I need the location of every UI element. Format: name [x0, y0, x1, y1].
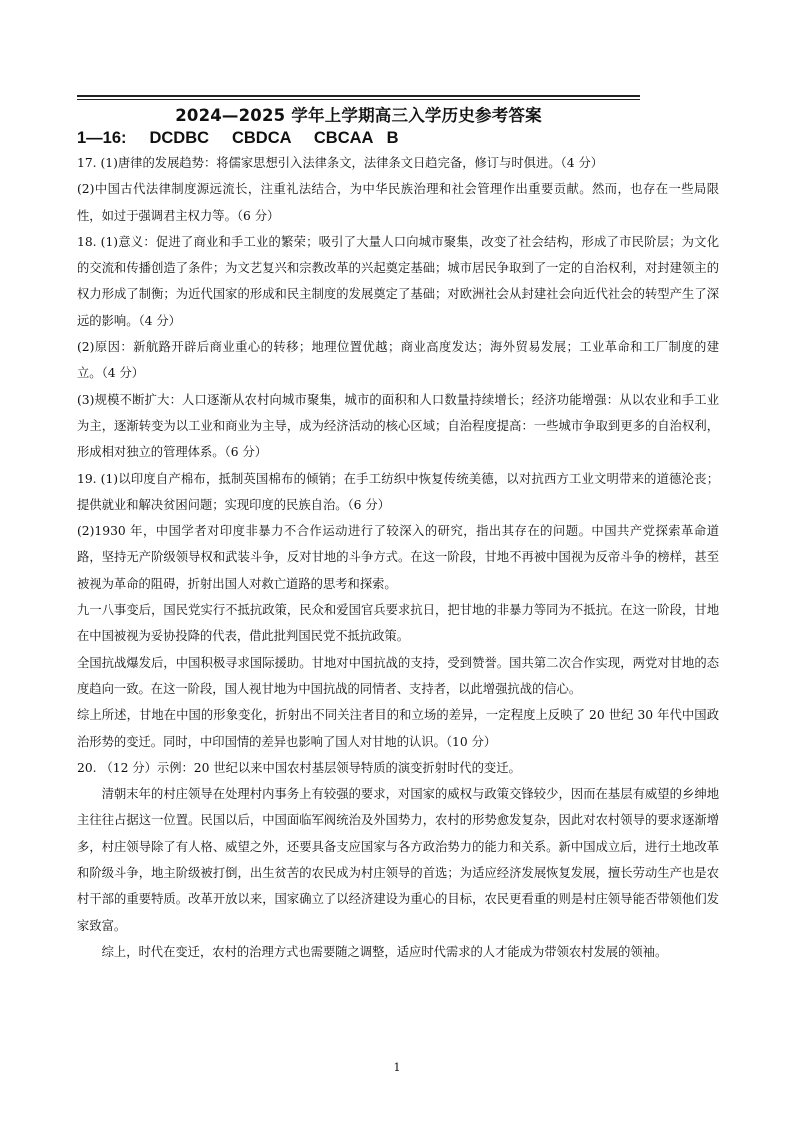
q18-part2: (2)原因：新航路开辟后商业重心的转移；地理位置优越；商业高度发达；海外贸易发展；工业革命和工厂制度的建立。（4 分） [77, 340, 719, 381]
answer-group-3: CBCAA [313, 129, 373, 147]
q17-part1: 17. (1)唐律的发展趋势：将儒家思想引入法律条文，法律条文日趋完备，修订与时俱进。（4 分） [77, 156, 604, 170]
q18-part1: 18. (1)意义：促进了商业和手工业的繁荣；吸引了大量人口向城市聚集，改变了社会结构，形成了市民阶层；为文化的交流和传播创造了条件；为文艺复兴和宗教改革的兴起奠定基础；城市居民争取到了一定的自治权利，对封建领主的权力形成了制衡；为近代国家的形成和民主制度的发展奠定了基础；对欧洲社会从封建社会向近代社会的转型产生了深远的影响。（4 分） [77, 234, 719, 328]
header-rule-thick [77, 95, 640, 97]
answer-group-2: CBDCA [231, 129, 291, 147]
answer-group-4: B [386, 129, 399, 147]
q20-essay-body: 清朝末年的村庄领导在处理村内事务上有较强的要求，对国家的威权与政策交锋较少，因而在基层有威望的乡绅地主往往占据这一位置。民国以后，中国面临军阀统治及外国势力，农村的形势愈发复杂，因此对农村领导的要求逐渐增多，村庄领导除了有人格、威望之外，还要具备支应国家与各方政治势力的能力和关系。新中国成立后，进行土地改革和阶级斗争，地主阶级被打倒，出生贫苦的农民成为村庄领导的首选；为适应经济发展恢复发展，擅长劳动生产也是农村干部的重要特质。改革开放以来，国家确立了以经济建设为重心的目标，农民更看重的则是村庄领导能否带领他们发家致富。 [77, 787, 719, 933]
q20-heading: 20. （12 分）示例：20 世纪以来中国农村基层领导特质的演变折射时代的变迁。 [77, 760, 521, 775]
answer-body [77, 150, 719, 965]
q19-part2-d: 综上所述，甘地在中国的形象变化，折射出不同关注者目的和立场的差异，一定程度上反映了 20 世纪 30 年代中国政治形势的变迁。同时，中印国情的差异也影响了国人对甘地的认识。（10 分） [77, 708, 719, 749]
q19-part2-b: 九一八事变后，国民党实行不抵抗政策，民众和爱国官兵要求抗日，把甘地的非暴力等同为不抵抗。在这一阶段，甘地在中国被视为妥协投降的代表，借此批判国民党不抵抗政策。 [77, 603, 719, 644]
header-rule-thin [77, 99, 640, 100]
answer-group-1: DCDBC [149, 129, 210, 147]
q19-part2-c: 全国抗战爆发后，中国积极寻求国际援助。甘地对中国抗战的支持，受到赞誉。国共第二次合作实现，两党对甘地的态度趋向一致。在这一阶段，国人视甘地为中国抗战的同情者、支持者，以此增强抗战的信心。 [77, 655, 719, 696]
q19-part1: 19. (1)以印度自产棉布，抵制英国棉布的倾销；在手工纺织中恢复传统美德，以对抗西方工业文明带来的道德沦丧；提供就业和解决贫困问题；实现印度的民族自治。（6 分） [77, 471, 719, 512]
page-number: 1 [393, 1061, 401, 1074]
document-title: 2024—2025 学年上学期高三入学历史参考答案 [175, 106, 542, 125]
q17-part2: (2)中国古代法律制度源远流长，注重礼法结合，为中华民族治理和社会管理作出重要贡献。然而，也存在一些局限性，如过于强调君主权力等。（6 分） [77, 182, 719, 223]
q19-part2-a: (2)1930 年，中国学者对印度非暴力不合作运动进行了较深入的研究，指出其存在的问题。中国共产党探索革命道路，坚持无产阶级领导权和武装斗争，反对甘地的斗争方式。在这一阶段，甘地不再被中国视为反帝斗争的榜样，甚至被视为革命的阻碍，折射出国人对救亡道路的思考和探索。 [77, 524, 719, 591]
choice-range-label: 1—16: [77, 129, 127, 147]
q18-part3: (3)规模不断扩大：人口逐渐从农村向城市聚集，城市的面积和人口数量持续增长；经济功能增强：从以农业和手工业为主，逐渐转变为以工业和商业为主导，成为经济活动的核心区域；自治程度提高：一些城市争取到更多的自治权利，形成相对独立的管理体系。（6 分） [77, 392, 719, 460]
choice-answers-line [77, 129, 399, 148]
q20-essay-conclusion: 综上，时代在变迁，农村的治理方式也需要随之调整，适应时代需求的人才能成为带领农村发展的领袖。 [101, 944, 668, 959]
